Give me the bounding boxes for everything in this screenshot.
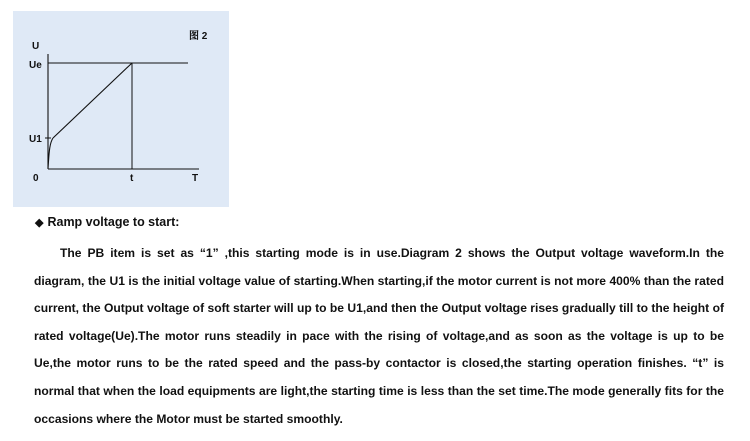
y-axis-label: U [32,41,40,52]
x-tick-t: t [130,173,134,184]
figure-caption: 图 2 [189,31,208,42]
description-paragraph: The PB item is set as “1” ,this starting mode is in use.Diagram 2 shows the Output voltage waveform.In the diagram, the U1 is the initial voltage value of starting.When starting,if the motor current is not more 400% than the rated current, the Output voltage of soft starter will up to be U1,and then the Output voltage rises gradually till to the height of rated voltage(Ue).The motor runs steadily in pace with the rising of voltage,and as soon as the voltage is up to be Ue,the motor runs to be the rated speed and the pass-by contactor is closed,the starting operation finishes. “t” is normal that when the load equipments are light,the starting time is less than the set time.The mode generally fits for the occasions where the Motor must be started smoothly. [34,246,724,426]
diagram-canvas [13,11,229,207]
diamond-bullet-icon: ◆ [35,217,44,229]
section-heading-text: Ramp voltage to start: [47,215,180,229]
origin-label: 0 [33,173,39,184]
initial-rise-curve [48,138,53,168]
y-tick-u1: U1 [29,134,42,145]
voltage-ramp-line [53,63,132,138]
x-axis-label: T [192,173,199,184]
section-heading [35,215,179,229]
y-tick-ue: Ue [29,60,42,71]
voltage-diagram [13,11,229,207]
